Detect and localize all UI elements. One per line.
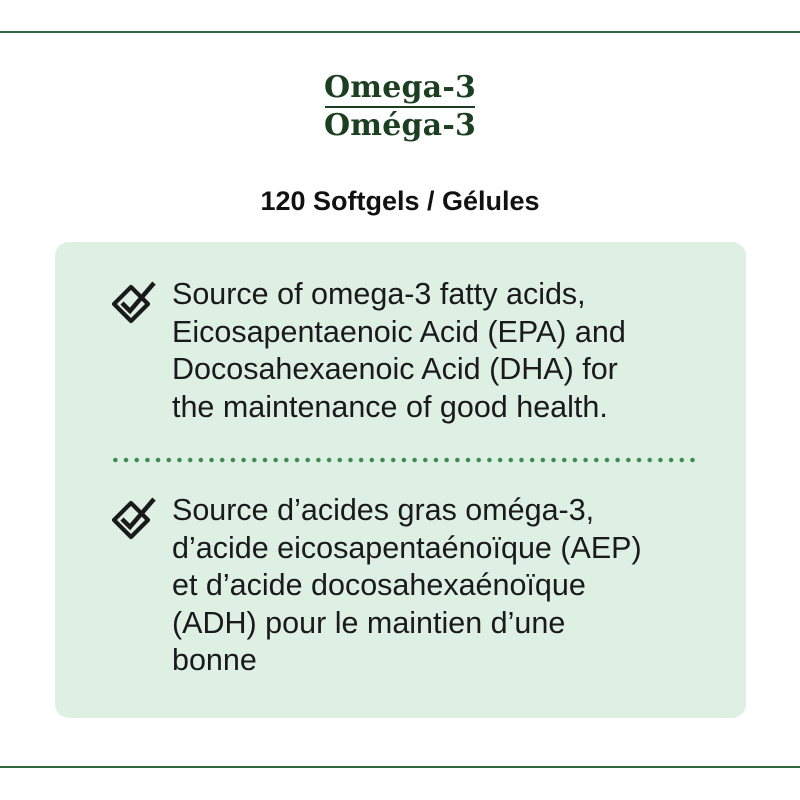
claims-card <box>55 242 746 718</box>
top-rule <box>0 31 800 33</box>
checkmark-diamond-icon <box>105 492 161 548</box>
dotted-separator <box>110 457 695 463</box>
title-french: Oméga-3 <box>323 108 477 143</box>
claim-text-french: Source d’acides gras oméga-3, d’acide eicosapentaénoïque (AEP) et d’acide docosahexaénoïque (ADH) pour le maintien d’une bonne <box>172 493 642 677</box>
claim-text-english: Source of omega-3 fatty acids, Eicosapentaenoic Acid (EPA) and Docosahexaenoic Acid (DHA) for the maintenance of good health. <box>172 277 626 424</box>
bottom-rule <box>0 766 800 768</box>
checkmark-diamond-icon <box>105 276 161 332</box>
title-english: Omega-3 <box>323 70 477 105</box>
product-count: 120 Softgels / Gélules <box>260 186 540 216</box>
product-title <box>0 70 800 144</box>
